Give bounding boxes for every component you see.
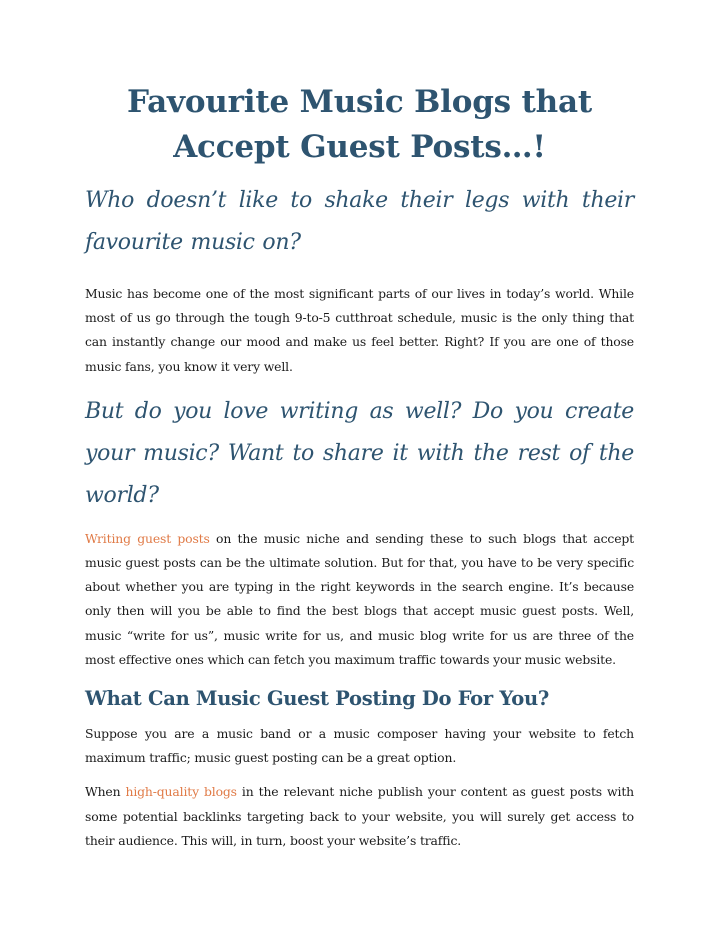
intro-paragraph: Music has become one of the most significant parts of our lives in today’s world. While most of us go through the tough 9-to-5 cutthroat schedule, music is the only thing that can instantly change our mood and make us feel better. Right? If you are one of those music fans, you know it very well. [85,286,634,374]
backlinks-paragraph-text: in the relevant niche publish your content as guest posts with some potential backlinks targeting back to your website, you will surely get access to their audience. This will, in turn, boost your website’s traffic. [85,784,634,848]
subtitle-question-line-1: Who doesn’t like to shake their legs with their [85,188,634,213]
subtitle-question-line-2: favourite music on? [85,230,301,255]
band-paragraph: Suppose you are a music band or a music composer having your website to fetch maximum traffic; music guest posting can be a great option. [85,726,634,766]
subtitle-question [85,180,634,264]
writing-guest-posts-link[interactable]: Writing guest posts [85,530,210,546]
title-line-1: Favourite Music Blogs that [127,84,592,120]
guest-posts-paragraph-text: on the music niche and sending these to such blogs that accept music guest posts can be the ultimate solution. But for that, you have to be very specific about whether you are typing in the right keywords in the search engine. It’s because only then will you be able to find the best blogs that accept music guest posts. Well, music “write for us”, music write for us, and music blog write for us are three of the most effective ones which can fetch you maximum traffic towards your music website. [85,530,634,667]
page-title [85,80,634,170]
backlinks-paragraph-start: When [85,784,126,800]
document-page [85,0,634,853]
title-line-2: Accept Guest Posts…! [173,129,546,165]
section-heading: What Can Music Guest Posting Do For You? [85,687,549,711]
guest-posts-paragraph [85,527,634,672]
backlinks-paragraph [85,780,634,853]
high-quality-blogs-link[interactable]: high-quality blogs [125,784,237,800]
subtitle-writing: But do you love writing as well? Do you create your music? Want to share it with the rest of the world? [85,398,634,508]
